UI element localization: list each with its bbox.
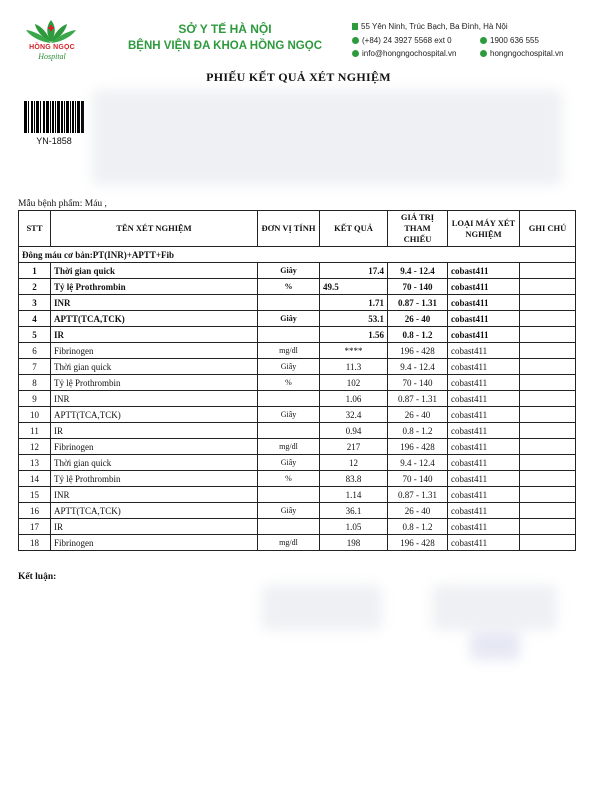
cell-result: 17.4 (320, 263, 388, 279)
table-row (19, 327, 576, 343)
cell-machine: cobast411 (448, 311, 520, 327)
cell-reference: 26 - 40 (388, 503, 448, 519)
cell-unit: Giây (258, 311, 320, 327)
cell-reference: 196 - 428 (388, 343, 448, 359)
cell-reference: 9.4 - 12.4 (388, 359, 448, 375)
cell-note (520, 391, 576, 407)
cell-note (520, 359, 576, 375)
logo-subtitle: Hospital (38, 52, 66, 61)
cell-unit (258, 519, 320, 535)
cell-result: 36.1 (320, 503, 388, 519)
hotline-icon (480, 37, 487, 44)
cell-result: 1.56 (320, 327, 388, 343)
cell-stt: 2 (19, 279, 51, 295)
cell-test-name: IR (51, 423, 258, 439)
cell-note (520, 439, 576, 455)
results-table (18, 210, 576, 551)
cell-unit (258, 327, 320, 343)
cell-reference: 9.4 - 12.4 (388, 263, 448, 279)
address-line (352, 22, 508, 31)
cell-result: 102 (320, 375, 388, 391)
cell-reference: 70 - 140 (388, 471, 448, 487)
building-icon (352, 23, 358, 30)
cell-stt: 4 (19, 311, 51, 327)
cell-result: 53.1 (320, 311, 388, 327)
table-row (19, 487, 576, 503)
table-row (19, 535, 576, 551)
cell-unit: % (258, 375, 320, 391)
cell-result: 49.5 (320, 279, 388, 295)
table-row (19, 359, 576, 375)
cell-result: 217 (320, 439, 388, 455)
cell-note (520, 279, 576, 295)
document-title: PHIẾU KẾT QUẢ XÉT NGHIỆM (206, 70, 391, 84)
cell-result: 12 (320, 455, 388, 471)
cell-note (520, 327, 576, 343)
cell-unit: mg/dl (258, 343, 320, 359)
cell-note (520, 295, 576, 311)
table-row (19, 519, 576, 535)
cell-note (520, 519, 576, 535)
cell-reference: 26 - 40 (388, 407, 448, 423)
cell-test-name: Fibrinogen (51, 343, 258, 359)
header-machine: LOẠI MÁY XÉT NGHIỆM (448, 211, 520, 247)
cell-reference: 0.8 - 1.2 (388, 423, 448, 439)
cell-note (520, 423, 576, 439)
department-name: SỞ Y TẾ HÀ NỘI (178, 22, 272, 36)
cell-note (520, 407, 576, 423)
phone-icon (352, 37, 359, 44)
cell-reference: 0.87 - 1.31 (388, 391, 448, 407)
cell-reference: 70 - 140 (388, 375, 448, 391)
header-result: KẾT QUẢ (320, 211, 388, 247)
cell-test-name: Thời gian quick (51, 455, 258, 471)
cell-result: 32.4 (320, 407, 388, 423)
cell-test-name: INR (51, 391, 258, 407)
cell-result: 11.3 (320, 359, 388, 375)
email-line (352, 49, 456, 58)
redacted-signature-right (432, 585, 557, 630)
table-row (19, 295, 576, 311)
cell-test-name: INR (51, 295, 258, 311)
lotus-logo-icon (22, 18, 80, 46)
cell-unit: mg/dl (258, 439, 320, 455)
redacted-patient-info (92, 90, 562, 185)
cell-result: 198 (320, 535, 388, 551)
cell-test-name: Tỷ lệ Prothrombin (51, 471, 258, 487)
cell-reference: 0.87 - 1.31 (388, 487, 448, 503)
cell-stt: 13 (19, 455, 51, 471)
table-row (19, 439, 576, 455)
cell-test-name: Fibrinogen (51, 535, 258, 551)
cell-note (520, 471, 576, 487)
cell-stt: 1 (19, 263, 51, 279)
cell-note (520, 343, 576, 359)
cell-test-name: Thời gian quick (51, 263, 258, 279)
cell-machine: cobast411 (448, 391, 520, 407)
cell-stt: 3 (19, 295, 51, 311)
redacted-signature-left (262, 585, 382, 630)
cell-machine: cobast411 (448, 279, 520, 295)
cell-machine: cobast411 (448, 263, 520, 279)
cell-test-name: Fibrinogen (51, 439, 258, 455)
cell-machine: cobast411 (448, 519, 520, 535)
cell-note (520, 375, 576, 391)
cell-machine: cobast411 (448, 343, 520, 359)
cell-unit (258, 295, 320, 311)
cell-reference: 26 - 40 (388, 311, 448, 327)
cell-test-name: Thời gian quick (51, 359, 258, 375)
address-text: 55 Yên Ninh, Trúc Bạch, Ba Đình, Hà Nội (361, 22, 508, 31)
table-row (19, 471, 576, 487)
header-unit: ĐƠN VỊ TÍNH (258, 211, 320, 247)
header-stt: STT (19, 211, 51, 247)
conclusion-label: Kết luận: (18, 572, 57, 582)
cell-stt: 10 (19, 407, 51, 423)
cell-note (520, 455, 576, 471)
cell-note (520, 487, 576, 503)
cell-reference: 196 - 428 (388, 535, 448, 551)
website-line (480, 49, 563, 58)
cell-stt: 5 (19, 327, 51, 343)
cell-stt: 17 (19, 519, 51, 535)
cell-unit: Giây (258, 359, 320, 375)
table-row (19, 503, 576, 519)
group-row (19, 247, 576, 263)
hotline-text: 1900 636 555 (490, 36, 539, 45)
cell-result: 1.06 (320, 391, 388, 407)
table-row (19, 407, 576, 423)
cell-stt: 16 (19, 503, 51, 519)
cell-stt: 8 (19, 375, 51, 391)
cell-unit: % (258, 279, 320, 295)
cell-reference: 0.87 - 1.31 (388, 295, 448, 311)
cell-result: 83.8 (320, 471, 388, 487)
cell-stt: 18 (19, 535, 51, 551)
phone-line (352, 36, 452, 45)
phone-text: (+84) 24 3927 5568 ext 0 (362, 36, 452, 45)
cell-test-name: IR (51, 327, 258, 343)
cell-result: 0.94 (320, 423, 388, 439)
sample-type: Mẫu bệnh phẩm: Máu , (18, 199, 107, 209)
cell-machine: cobast411 (448, 359, 520, 375)
logo-name: HỒNG NGỌC (29, 44, 75, 51)
cell-unit (258, 487, 320, 503)
table-header-row (19, 211, 576, 247)
cell-machine: cobast411 (448, 375, 520, 391)
cell-machine: cobast411 (448, 535, 520, 551)
cell-test-name: APTT(TCA,TCK) (51, 407, 258, 423)
cell-machine: cobast411 (448, 423, 520, 439)
table-row (19, 375, 576, 391)
table-row (19, 423, 576, 439)
cell-stt: 7 (19, 359, 51, 375)
website-text: hongngochospital.vn (490, 49, 564, 58)
hotline-line (480, 36, 539, 45)
cell-test-name: INR (51, 487, 258, 503)
cell-stt: 11 (19, 423, 51, 439)
cell-machine: cobast411 (448, 455, 520, 471)
cell-result: 1.71 (320, 295, 388, 311)
redacted-stamp (470, 630, 520, 660)
table-row (19, 279, 576, 295)
cell-machine: cobast411 (448, 295, 520, 311)
cell-reference: 9.4 - 12.4 (388, 455, 448, 471)
table-row (19, 263, 576, 279)
header-reference: GIÁ TRỊ THAM CHIẾU (388, 211, 448, 247)
cell-stt: 6 (19, 343, 51, 359)
cell-test-name: IR (51, 519, 258, 535)
cell-reference: 196 - 428 (388, 439, 448, 455)
cell-unit: Giây (258, 407, 320, 423)
email-text: info@hongngochospital.vn (362, 49, 457, 58)
header-test-name: TÊN XÉT NGHIỆM (51, 211, 258, 247)
cell-test-name: Tỷ lệ Prothrombin (51, 279, 258, 295)
cell-stt: 14 (19, 471, 51, 487)
barcode (24, 101, 84, 133)
cell-machine: cobast411 (448, 327, 520, 343)
cell-test-name: Tỷ lệ Prothrombin (51, 375, 258, 391)
cell-unit: Giây (258, 263, 320, 279)
cell-unit: Giây (258, 455, 320, 471)
cell-stt: 12 (19, 439, 51, 455)
cell-machine: cobast411 (448, 503, 520, 519)
cell-machine: cobast411 (448, 471, 520, 487)
group-label: Đông máu cơ bản:PT(INR)+APTT+Fib (19, 247, 576, 263)
cell-stt: 9 (19, 391, 51, 407)
cell-unit (258, 423, 320, 439)
table-row (19, 343, 576, 359)
globe-icon (480, 50, 487, 57)
cell-reference: 0.8 - 1.2 (388, 327, 448, 343)
cell-machine: cobast411 (448, 407, 520, 423)
cell-reference: 70 - 140 (388, 279, 448, 295)
header-note: GHI CHÚ (520, 211, 576, 247)
cell-machine: cobast411 (448, 439, 520, 455)
cell-result: **** (320, 343, 388, 359)
cell-test-name: APTT(TCA,TCK) (51, 311, 258, 327)
cell-stt: 15 (19, 487, 51, 503)
table-row (19, 311, 576, 327)
cell-note (520, 311, 576, 327)
table-row (19, 391, 576, 407)
barcode-label: YN-1858 (36, 136, 72, 146)
email-icon (352, 50, 359, 57)
cell-note (520, 503, 576, 519)
hospital-name: BỆNH VIỆN ĐA KHOA HỒNG NGỌC (127, 40, 323, 52)
cell-result: 1.05 (320, 519, 388, 535)
cell-unit: mg/dl (258, 535, 320, 551)
cell-unit (258, 391, 320, 407)
cell-reference: 0.8 - 1.2 (388, 519, 448, 535)
cell-result: 1.14 (320, 487, 388, 503)
cell-machine: cobast411 (448, 487, 520, 503)
cell-note (520, 535, 576, 551)
cell-unit: Giây (258, 503, 320, 519)
cell-note (520, 263, 576, 279)
cell-test-name: APTT(TCA,TCK) (51, 503, 258, 519)
table-row (19, 455, 576, 471)
barcode-icon (24, 101, 84, 133)
cell-unit: % (258, 471, 320, 487)
